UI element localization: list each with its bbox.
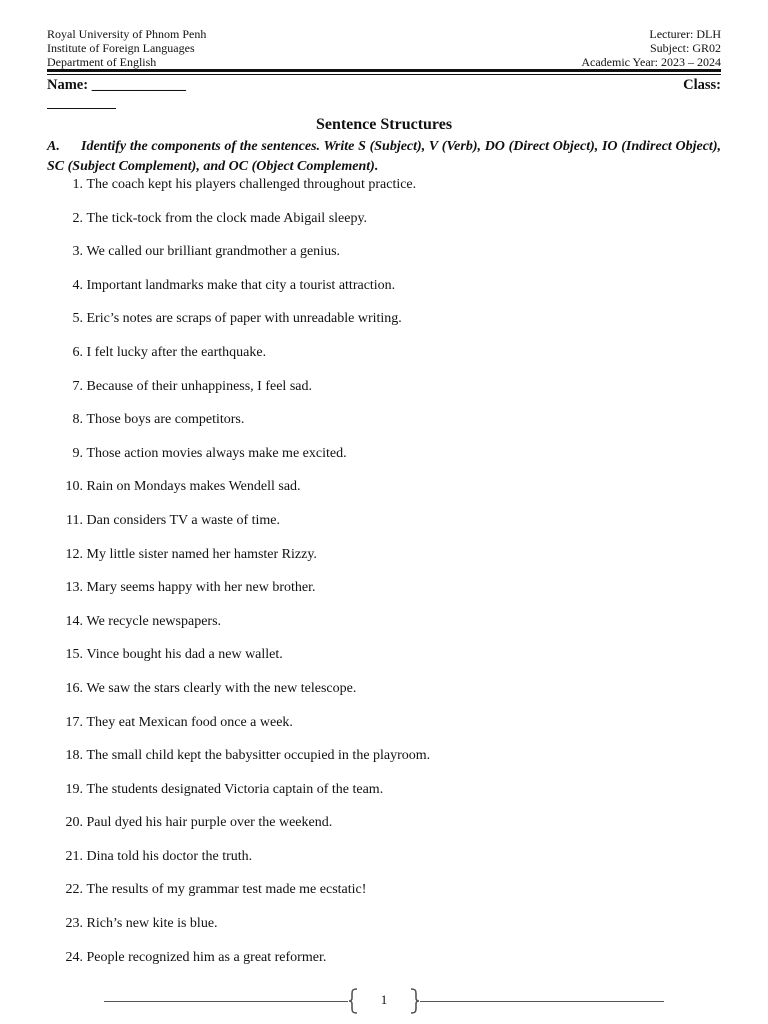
item-sentence: Paul dyed his hair purple over the weekend.	[86, 815, 333, 831]
list-item	[47, 613, 430, 647]
item-number: 4.	[72, 277, 83, 293]
item-sentence: Eric’s notes are scraps of paper with unreadable writing.	[86, 311, 402, 327]
list-item	[47, 579, 430, 613]
page-title: Sentence Structures	[315, 116, 453, 133]
header-rule-thick	[47, 69, 721, 72]
instruction-text: Identify the components of the sentences. Write S (Subject), V (Verb), DO (Direct Object), IO (Indirect Object), SC (Subject Complement), and OC (Object Complement).	[47, 139, 721, 174]
lecturer-label: Lecturer: DLH	[649, 27, 721, 41]
item-number: 9.	[72, 445, 83, 461]
list-item	[47, 310, 430, 344]
item-sentence: Because of their unhappiness, I feel sad.	[86, 378, 312, 394]
item-number: 13.	[65, 580, 83, 596]
item-sentence: The tick-tock from the clock made Abigail sleepy.	[86, 210, 368, 226]
list-item	[47, 210, 430, 244]
department-name: Department of English	[47, 55, 157, 69]
item-number: 8.	[72, 412, 83, 428]
item-sentence: Those boys are competitors.	[86, 412, 245, 428]
item-number: 16.	[65, 680, 83, 696]
section-letter: A.	[47, 139, 60, 154]
list-item	[47, 378, 430, 412]
item-number: 12.	[65, 546, 83, 562]
page-footer	[104, 988, 664, 1014]
section-instruction	[47, 137, 721, 177]
item-sentence: Dina told his doctor the truth.	[86, 848, 253, 864]
list-item	[47, 478, 430, 512]
item-sentence: Important landmarks make that city a tourist attraction.	[86, 277, 396, 293]
item-number: 17.	[65, 714, 83, 730]
list-item	[47, 848, 430, 882]
item-number: 1.	[72, 177, 83, 192]
list-item	[47, 714, 430, 748]
list-item	[47, 512, 430, 546]
list-item	[47, 277, 430, 311]
item-number: 7.	[72, 378, 83, 394]
item-number: 14.	[65, 613, 83, 629]
list-item	[47, 344, 430, 378]
list-item	[47, 949, 430, 983]
item-sentence: Rain on Mondays makes Wendell sad.	[86, 479, 301, 495]
item-number: 23.	[65, 916, 83, 932]
list-item	[47, 646, 430, 680]
item-number: 24.	[65, 949, 83, 965]
item-number: 10.	[65, 479, 83, 495]
item-sentence: My little sister named her hamster Rizzy.	[86, 546, 317, 562]
item-sentence: I felt lucky after the earthquake.	[86, 344, 267, 360]
list-item	[47, 411, 430, 445]
list-item	[47, 243, 430, 277]
name-field-underline	[47, 94, 116, 109]
item-number: 6.	[72, 344, 83, 360]
institute-name: Institute of Foreign Languages	[47, 41, 195, 55]
item-number: 19.	[65, 781, 83, 797]
list-item	[47, 747, 430, 781]
course-header	[581, 27, 721, 69]
item-sentence: The students designated Victoria captain of the team.	[86, 781, 384, 797]
item-number: 22.	[65, 882, 83, 898]
list-item	[47, 176, 430, 210]
subject-label: Subject: GR02	[650, 41, 721, 55]
list-item	[47, 781, 430, 815]
item-number: 21.	[65, 848, 83, 864]
item-sentence: Rich’s new kite is blue.	[86, 916, 218, 932]
item-sentence: Dan considers TV a waste of time.	[86, 512, 280, 528]
list-item	[47, 546, 430, 580]
item-number: 3.	[72, 244, 83, 260]
header-rule-thin	[47, 74, 721, 75]
item-sentence: The results of my grammar test made me ecstatic!	[86, 882, 367, 898]
item-sentence: People recognized him as a great reformer.	[86, 949, 327, 965]
list-item	[47, 680, 430, 714]
class-field-label: Class:	[683, 77, 721, 93]
item-number: 2.	[72, 210, 83, 226]
name-field-label: Name: _____________	[47, 77, 186, 93]
university-name: Royal University of Phnom Penh	[47, 27, 207, 41]
item-sentence: We recycle newspapers.	[86, 613, 222, 629]
item-number: 11.	[66, 512, 83, 528]
list-item	[47, 915, 430, 949]
item-sentence: The small child kept the babysitter occupied in the playroom.	[86, 748, 431, 764]
academic-year-label: Academic Year: 2023 – 2024	[581, 55, 721, 69]
item-sentence: We called our brilliant grandmother a genius.	[86, 244, 341, 260]
item-sentence: We saw the stars clearly with the new telescope.	[86, 680, 357, 696]
list-item	[47, 881, 430, 915]
item-number: 15.	[65, 647, 83, 663]
exercise-list	[47, 176, 430, 982]
item-number: 18.	[65, 748, 83, 764]
list-item	[47, 814, 430, 848]
list-item	[47, 445, 430, 479]
item-sentence: The coach kept his players challenged throughout practice.	[86, 177, 417, 192]
item-sentence: Vince bought his dad a new wallet.	[86, 647, 283, 663]
page-number: 1	[380, 992, 388, 1007]
item-sentence: They eat Mexican food once a week.	[86, 714, 293, 730]
item-number: 20.	[65, 815, 83, 831]
item-sentence: Those action movies always make me excited.	[86, 445, 347, 461]
item-sentence: Mary seems happy with her new brother.	[86, 580, 316, 596]
item-number: 5.	[72, 311, 83, 327]
institution-header	[47, 27, 206, 69]
